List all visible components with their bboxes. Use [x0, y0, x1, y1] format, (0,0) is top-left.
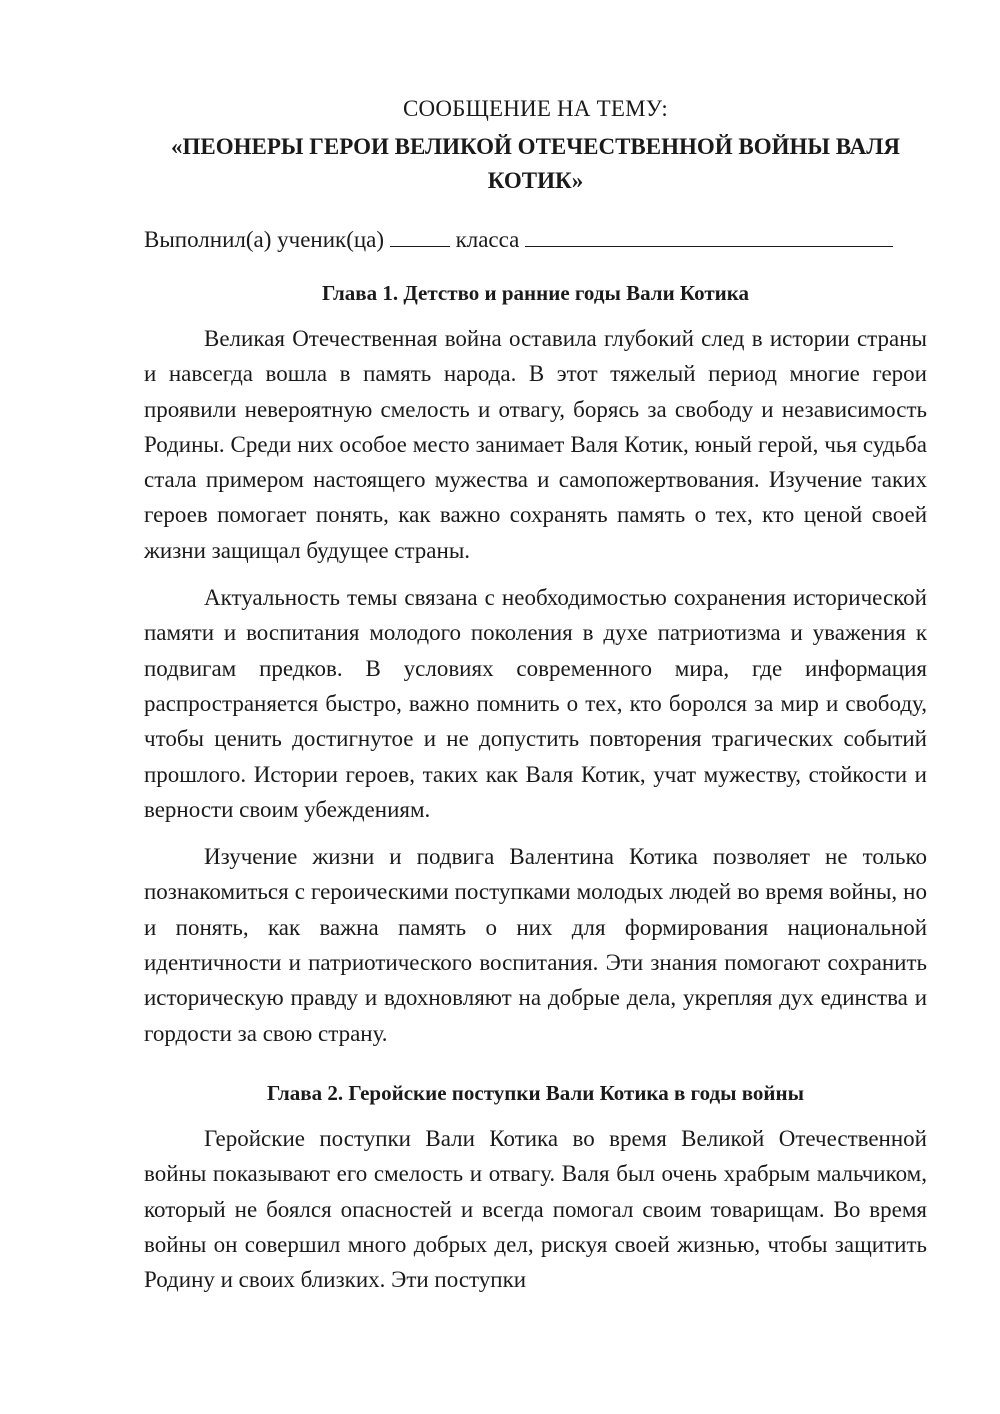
chapter-1-title: Глава 1. Детство и ранние годы Вали Котика: [321, 281, 750, 305]
author-line: [144, 220, 927, 257]
grade-blank-field: [390, 220, 450, 247]
name-blank-field: [525, 220, 893, 247]
chapter-1-paragraph: Великая Отечественная война оставила глубокий след в истории страны и навсегда вошла в память народа. В этот тяжелый период многие герои проявили невероятную смелость и отвагу, борясь за свободу и независимость Родины. Среди них особое место занимает Валя Котик, юный герой, чья судьба стала примером настоящего мужества и самопожертвования. Изучение таких героев помогает понять, как важно сохранять память о тех, кто ценой своей жизни защищал будущее страны.: [144, 326, 927, 563]
chapter-1-paragraph: Актуальность темы связана с необходимостью сохранения исторической памяти и воспитания молодого поколения в духе патриотизма и уважения к подвигам предков. В условиях современного мира, где информация распространяется быстро, важно помнить о тех, кто боролся за мир и свободу, чтобы ценить достигнутое и не допустить повторения трагических событий прошлого. Истории героев, таких как Валя Котик, учат мужеству, стойкости и верности своим убеждениям.: [144, 585, 927, 822]
chapter-2-title: Глава 2. Геройские поступки Вали Котика в годы войны: [266, 1080, 805, 1105]
chapter-1-paragraph: Изучение жизни и подвига Валентина Котика позволяет не только познакомиться с героическими поступками молодых людей во время войны, но и понять, как важна память о них для формирования национальной идентичности и патриотического воспитания. Эти знания помогают сохранить историческую правду и вдохновляют на добрые дела, укрепляя дух единства и гордости за свою страну.: [144, 844, 927, 1046]
document-title: «ПЕОНЕРЫ ГЕРОИ ВЕЛИКОЙ ОТЕЧЕСТВЕННОЙ ВОЙНЫ ВАЛЯ КОТИК»: [170, 134, 901, 193]
document-page: [144, 92, 927, 1309]
chapter-2-paragraph: Геройские поступки Вали Котика во время Великой Отечественной войны показывают его смелость и отвагу. Валя был очень храбрым мальчиком, который не боялся опасностей и всегда помогал своим товарищам. Во время войны он совершил много добрых дел, рискуя своей жизнью, чтобы защитить Родину и своих близких. Эти поступки: [144, 1125, 927, 1293]
student-label: Выполнил(а) ученик(ца): [144, 227, 385, 252]
subject-line: СООБЩЕНИЕ НА ТЕМУ:: [403, 96, 668, 121]
class-label: класса: [455, 227, 520, 252]
